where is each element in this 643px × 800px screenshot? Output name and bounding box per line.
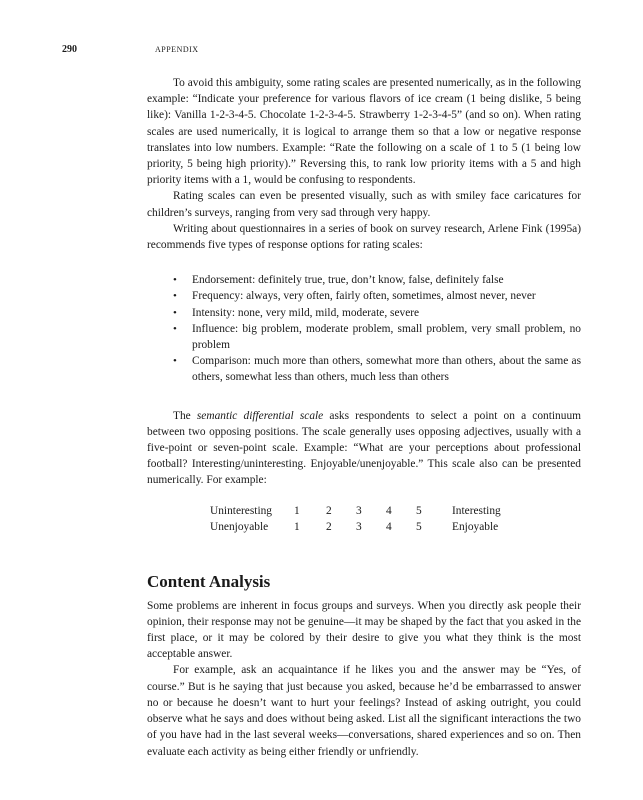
list-item-text: Intensity: none, very mild, mild, moderate, severe (192, 306, 420, 319)
table-row (210, 519, 501, 535)
running-head-section: APPENDIX (155, 45, 199, 54)
body-text (147, 75, 581, 760)
paragraph-text: asks respondents to select a point on a continuum between two opposing positions. The scale generally uses opposing adjectives, usually with a five-point or seven-point scale. Example: “What are your perceptions about professional football? Interesting/uninteresting. Enjoyable/unenjoyable.” This scale also can be presented numerically. For example: (147, 409, 581, 487)
list-item (173, 272, 581, 288)
list-item-text: Influence: big problem, moderate problem, small problem, very small problem, no problem (192, 322, 581, 352)
paragraph: Some problems are inherent in focus groups and surveys. When you directly ask people their opinion, their response may not be genuine—it may be shaped by the fact that you asked in the first place, or it may be colored by their desire to give you what they think is the most acceptable answer. (147, 599, 581, 661)
scale-right-label: Interesting (452, 504, 501, 517)
paragraph: Rating scales can even be presented visually, such as with smiley face caricatures for children’s surveys, ranging from very sad through very happy. (147, 190, 581, 219)
scale-number: 2 (326, 504, 332, 517)
list-item-text: Comparison: much more than others, somewhat more than others, about the same as others, somewhat less than others, much less than others (192, 355, 581, 384)
table-row (210, 503, 501, 519)
scale-right-label: Enjoyable (452, 520, 499, 533)
scale-number: 5 (416, 504, 422, 517)
scale-number: 1 (294, 520, 300, 533)
bullet-icon: • (173, 355, 177, 368)
running-head (62, 44, 582, 58)
scale-number: 3 (356, 520, 362, 533)
scale-number: 3 (356, 504, 362, 517)
section-heading: Content Analysis (147, 571, 271, 591)
paragraph: For example, ask an acquaintance if he likes you and the answer may be “Yes, of course.” But is he saying that just because you asked, because he’d be embarrassed to answer no or because he doesn’t want to hurt your feelings? Instead of asking outright, you could observe what he says and does without being asked. List all the significant interactions the two of you have had in the last several weeks—conversations, shared experiences and so on. Then evaluate each activity as being either friendly or unfriendly. (147, 664, 581, 758)
list-item (173, 321, 581, 353)
list-item (173, 353, 581, 385)
scale-number: 4 (386, 520, 392, 533)
scale-number: 1 (294, 504, 300, 517)
paragraph (147, 408, 581, 489)
scale-left-label: Uninteresting (210, 504, 273, 517)
scale-number: 5 (416, 520, 422, 533)
list-item (173, 305, 581, 321)
list-item-text: Endorsement: definitely true, true, don’t know, false, definitely false (192, 274, 504, 287)
paragraph: To avoid this ambiguity, some rating scales are presented numerically, as in the following example: “Indicate your preference for various flavors of ice cream (1 being dislike, 5 being like): Vanilla 1-2-3-4-5. Chocolate 1-2-3-4-5. Strawberry 1-2-3-4-5” (and so on). When rating scales are used numerically, it is logical to arrange them so that a low or negative response translates into low numbers. Example: “Rate the following on a scale of 1 to 5 (1 being low priority, 5 being high priority).” Reversing this, to rank low priority items with a 5 and high priority items with a 1, would be confusing to respondents. (147, 77, 581, 187)
bullet-icon: • (173, 306, 177, 319)
bullet-icon: • (173, 274, 177, 287)
scale-left-label: Unenjoyable (210, 520, 269, 533)
rating-options-list (147, 272, 581, 385)
bullet-icon: • (173, 322, 177, 335)
page-number: 290 (62, 44, 77, 55)
scale-number: 2 (326, 520, 332, 533)
emphasized-term: semantic differential scale (196, 409, 324, 422)
paragraph: Writing about questionnaires in a series of book on survey research, Arlene Fink (1995a) recommends five types of response options for rating scales: (147, 222, 581, 252)
list-item (173, 288, 581, 304)
semantic-differential-scale (210, 503, 501, 535)
scale-number: 4 (386, 504, 392, 517)
list-item-text: Frequency: always, very often, fairly often, sometimes, almost never, never (192, 290, 536, 303)
bullet-icon: • (173, 290, 177, 303)
paragraph-text: The (173, 409, 197, 422)
